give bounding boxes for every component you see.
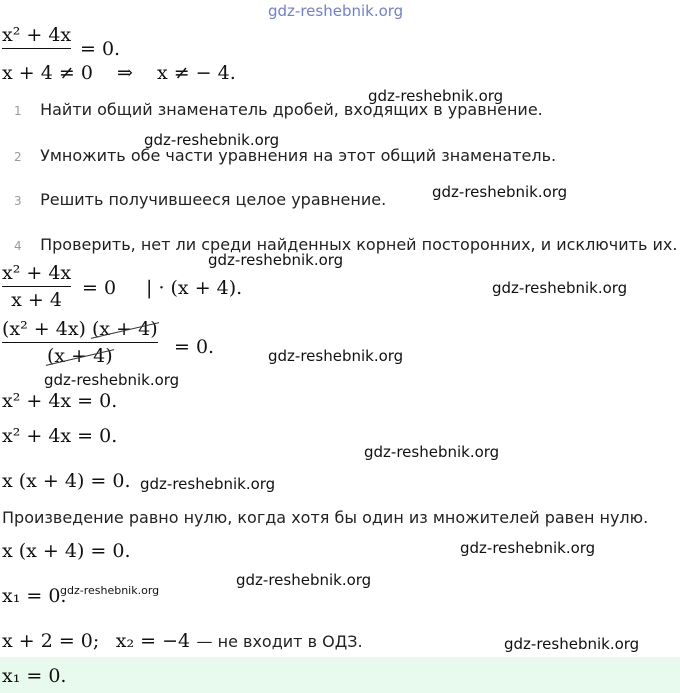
watermark: gdz-reshebnik.org bbox=[504, 635, 640, 653]
fraction-bar bbox=[2, 286, 71, 287]
solution-line-4: x (x + 4) = 0. bbox=[2, 540, 131, 562]
root-2-equation: x + 2 = 0; bbox=[2, 630, 100, 652]
step-text: Найти общий знаменатель дробей, входящих в уравнение. bbox=[40, 100, 543, 119]
cancelled-denominator: (x + 4) bbox=[47, 345, 113, 367]
implies-symbol: ⇒ bbox=[116, 62, 133, 84]
odz-condition bbox=[2, 62, 236, 84]
step-number: 1 bbox=[14, 104, 22, 118]
step-text: Проверить, нет ли среди найденных корней посторонних, и исключить их. bbox=[40, 235, 678, 254]
odz-numerator: x² + 4x bbox=[2, 24, 72, 46]
multiplied-numerator-left: (x² + 4x) bbox=[2, 318, 86, 340]
answer: x₁ = 0. bbox=[2, 665, 67, 687]
watermark: gdz-reshebnik.org bbox=[60, 584, 160, 597]
step-2 bbox=[14, 146, 556, 166]
watermark: gdz-reshebnik.org bbox=[268, 347, 404, 365]
root-1: x₁ = 0. bbox=[2, 585, 67, 607]
step-number: 3 bbox=[14, 194, 22, 208]
fraction-bar bbox=[2, 342, 158, 343]
odz-equals-zero: = 0. bbox=[80, 38, 121, 60]
solution-line-2: x² + 4x = 0. bbox=[2, 425, 118, 447]
fraction-numerator: x² + 4x bbox=[2, 262, 72, 284]
watermark: gdz-reshebnik.org bbox=[460, 539, 596, 557]
odz-cond-left: x + 4 bbox=[2, 62, 53, 84]
multiply-note: | · (x + 4). bbox=[146, 277, 243, 299]
root-2: x₂ = −4 bbox=[115, 630, 191, 652]
watermark: gdz-reshebnik.org bbox=[208, 251, 344, 269]
solution-line-3: x (x + 4) = 0. bbox=[2, 470, 131, 492]
watermark: gdz-reshebnik.org bbox=[368, 87, 504, 105]
step-text: Умножить обе части уравнения на этот общий знаменатель. bbox=[40, 146, 557, 165]
root-2-line bbox=[2, 630, 363, 652]
fraction-bar bbox=[2, 48, 71, 49]
watermark: gdz-reshebnik.org bbox=[236, 571, 372, 589]
odz-cond-neq: ≠ 0 bbox=[58, 62, 93, 84]
watermark: gdz-reshebnik.org bbox=[492, 279, 628, 297]
cancelled-factor: (x + 4) bbox=[92, 318, 158, 340]
step-3 bbox=[14, 190, 386, 210]
multiplied-eq-zero: = 0. bbox=[174, 336, 215, 358]
step-text: Решить получившееся целое уравнение. bbox=[40, 190, 387, 209]
watermark: gdz-reshebnik.org bbox=[144, 131, 280, 149]
equation-eq-zero: = 0 bbox=[82, 277, 117, 299]
equation-fraction bbox=[2, 262, 71, 311]
product-rule-text: Произведение равно нулю, когда хотя бы один из множителей равен нулю. bbox=[2, 508, 649, 527]
watermark: gdz-reshebnik.org bbox=[140, 475, 276, 493]
multiplied-numerator bbox=[2, 318, 158, 340]
watermark-top: gdz-reshebnik.org bbox=[268, 2, 404, 20]
step-number: 2 bbox=[14, 150, 22, 164]
answer-box bbox=[0, 657, 680, 693]
multiplied-fraction bbox=[2, 318, 158, 367]
watermark: gdz-reshebnik.org bbox=[364, 443, 500, 461]
step-4 bbox=[14, 235, 677, 255]
odz-fraction bbox=[2, 24, 71, 51]
solution-line-1: x² + 4x = 0. bbox=[2, 390, 118, 412]
watermark: gdz-reshebnik.org bbox=[432, 183, 568, 201]
root-2-note: — не входит в ОДЗ. bbox=[196, 632, 363, 651]
watermark: gdz-reshebnik.org bbox=[44, 371, 180, 389]
odz-cond-right: x ≠ − 4. bbox=[156, 62, 236, 84]
step-number: 4 bbox=[14, 239, 22, 253]
fraction-denominator: x + 4 bbox=[11, 289, 62, 311]
